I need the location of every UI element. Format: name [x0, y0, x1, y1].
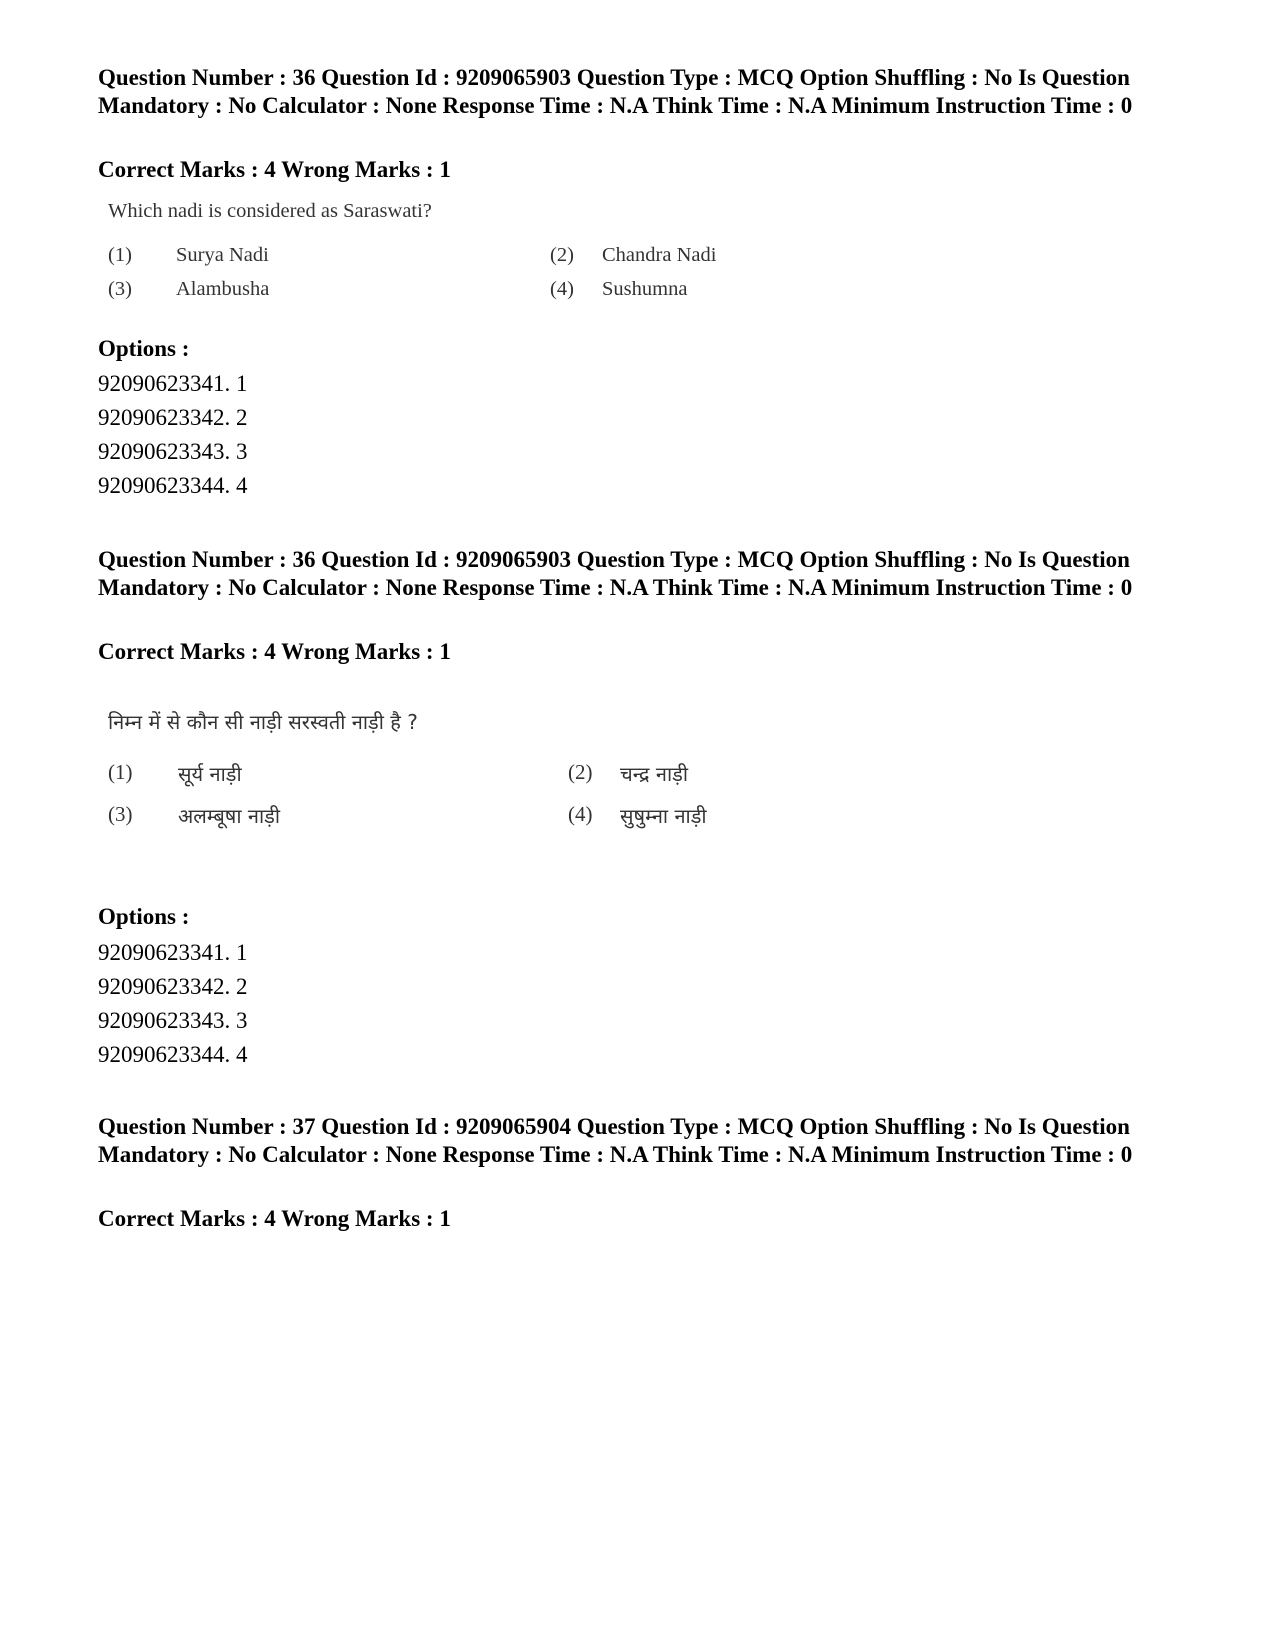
choice-text: Surya Nadi: [176, 244, 269, 266]
choice-text: Alambusha: [176, 278, 270, 300]
choice-number: (2): [568, 760, 593, 784]
choice-text: सूर्य नाड़ी: [178, 762, 242, 786]
options-label: Options :: [98, 904, 190, 929]
question-header: Question Number : 37 Question Id : 9209065904 Question Type : MCQ Option Shuffling : No Is Question Mandatory : No Calculator : None Response Time : N.A Think Time : N.A Minimum Instruction Time : 0: [98, 1114, 1133, 1167]
option-item: 92090623343. 3: [98, 1008, 248, 1033]
option-item: 92090623342. 2: [98, 974, 248, 999]
option-item: 92090623341. 1: [98, 371, 248, 396]
choice-text: अलम्बूषा नाड़ी: [178, 804, 281, 828]
choice-number: (3): [108, 278, 132, 300]
options-list: [98, 367, 248, 503]
question-image: [108, 708, 808, 828]
choice-number: (2): [550, 244, 574, 266]
choice-text: चन्द्र नाड़ी: [620, 762, 689, 786]
question-image: [108, 200, 808, 300]
option-item: 92090623343. 3: [98, 439, 248, 464]
question-text: निम्न में से कौन सी नाड़ी सरस्वती नाड़ी है ?: [108, 710, 418, 734]
marks-line: Correct Marks : 4 Wrong Marks : 1: [98, 1206, 451, 1231]
option-item: 92090623342. 2: [98, 405, 248, 430]
question-header: Question Number : 36 Question Id : 9209065903 Question Type : MCQ Option Shuffling : No Is Question Mandatory : No Calculator : None Response Time : N.A Think Time : N.A Minimum Instruction Time : 0: [98, 65, 1133, 118]
marks-line: Correct Marks : 4 Wrong Marks : 1: [98, 157, 451, 182]
question-text: Which nadi is considered as Saraswati?: [108, 200, 432, 222]
options-label: Options :: [98, 336, 190, 361]
choice-number: (4): [550, 278, 574, 300]
question-header: Question Number : 36 Question Id : 9209065903 Question Type : MCQ Option Shuffling : No Is Question Mandatory : No Calculator : None Response Time : N.A Think Time : N.A Minimum Instruction Time : 0: [98, 547, 1133, 600]
choice-number: (4): [568, 802, 593, 826]
choice-number: (3): [108, 802, 133, 826]
choice-number: (1): [108, 244, 132, 266]
options-list: [98, 936, 248, 1072]
option-item: 92090623344. 4: [98, 473, 248, 498]
option-item: 92090623341. 1: [98, 940, 248, 965]
choice-number: (1): [108, 760, 133, 784]
marks-line: Correct Marks : 4 Wrong Marks : 1: [98, 639, 451, 664]
option-item: 92090623344. 4: [98, 1042, 248, 1067]
choice-text: सुषुम्ना नाड़ी: [620, 804, 707, 828]
choice-text: Chandra Nadi: [602, 244, 717, 266]
choice-text: Sushumna: [602, 278, 688, 300]
